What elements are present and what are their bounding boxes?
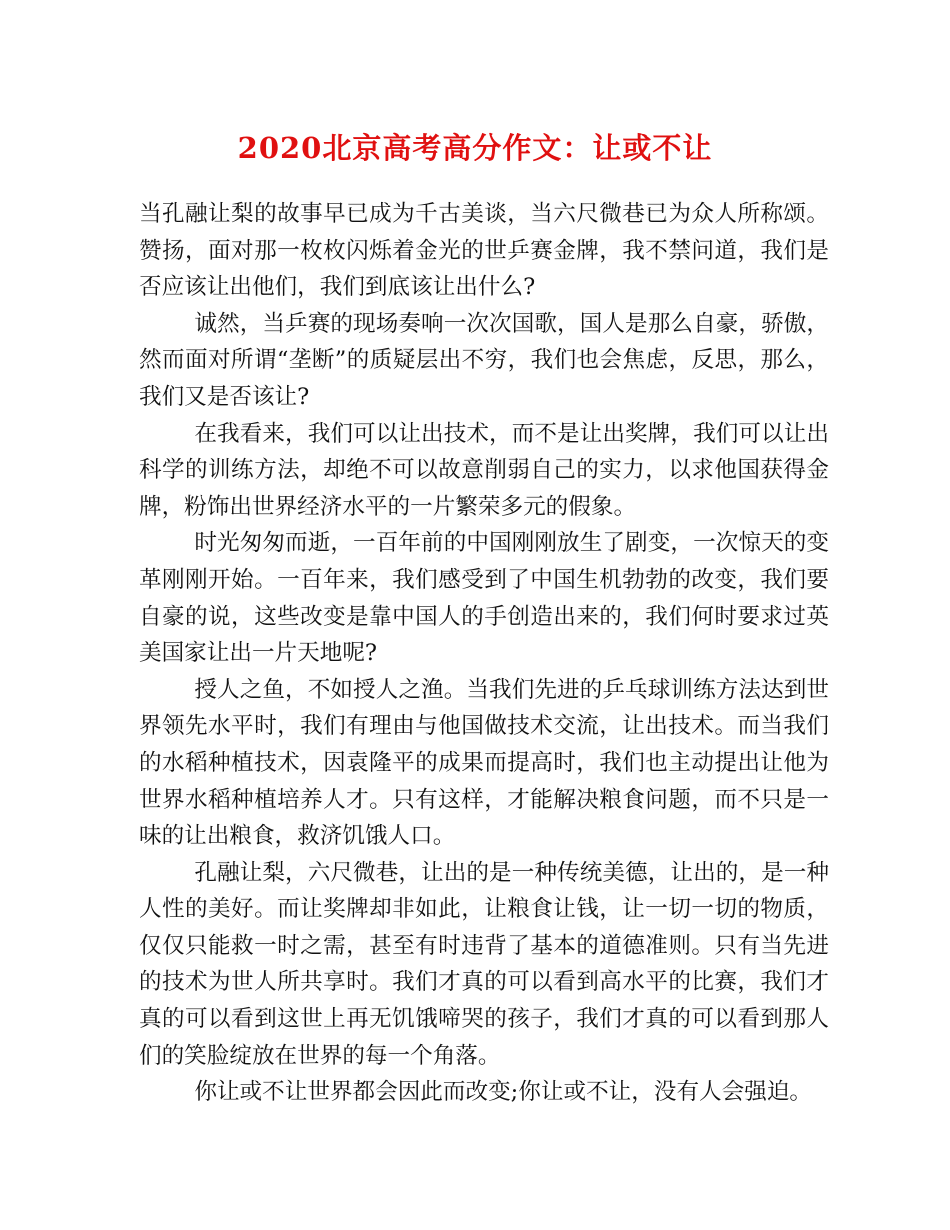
paragraph-5: 授人之鱼，不如授人之渔。当我们先进的乒乓球训练方法达到世界领先水平时，我们有理由与他国做技术交流，让出技术。而当我们的水稻种植技术，因袁隆平的成果而提高时，我们也主动提出让他为世界水稻种植培养人才。只有这样，才能解决粮食问题，而不只是一味的让出粮食，救济饥饿人口。: [139, 676, 829, 850]
paragraph-4: 时光匆匆而逝，一百年前的中国刚刚放生了剧变，一次惊天的变革刚刚开始。一百年来，我们感受到了中国生机勃勃的改变，我们要自豪的说，这些改变是靠中国人的手创造出来的，我们何时要求过英美国家让出一片天地呢?: [139, 530, 829, 667]
document-title: 2020北京高考高分作文：让或不让: [237, 131, 713, 165]
paragraph-1: 当孔融让梨的故事早已成为千古美谈，当六尺微巷已为众人所称颂。赞扬，面对那一枚枚闪烁着金光的世乒赛金牌，我不禁问道，我们是否应该让出他们，我们到底该让出什么?: [139, 201, 829, 301]
paragraph-3: 在我看来，我们可以让出技术，而不是让出奖牌，我们可以让出科学的训练方法，却绝不可以故意削弱自己的实力，以求他国获得金牌，粉饰出世界经济水平的一片繁荣多元的假象。: [139, 420, 829, 520]
paragraph-2: 诚然，当乒赛的现场奏响一次次国歌，国人是那么自豪，骄傲，然而面对所谓“垄断”的质疑层出不穷，我们也会焦虑，反思，那么，我们又是否该让?: [139, 310, 829, 410]
document-body: [139, 196, 829, 1111]
paragraph-7: 你让或不让世界都会因此而改变;你让或不让，没有人会强迫。: [194, 1079, 813, 1106]
paragraph-6: 孔融让梨，六尺微巷，让出的是一种传统美德，让出的，是一种人性的美好。而让奖牌却非如此，让粮食让钱，让一切一切的物质，仅仅只能救一时之需，甚至有时违背了基本的道德准则。只有当先进的技术为世人所共享时。我们才真的可以看到高水平的比赛，我们才真的可以看到这世上再无饥饿啼哭的孩子，我们才真的可以看到那人们的笑脸绽放在世界的每一个角落。: [139, 859, 829, 1069]
